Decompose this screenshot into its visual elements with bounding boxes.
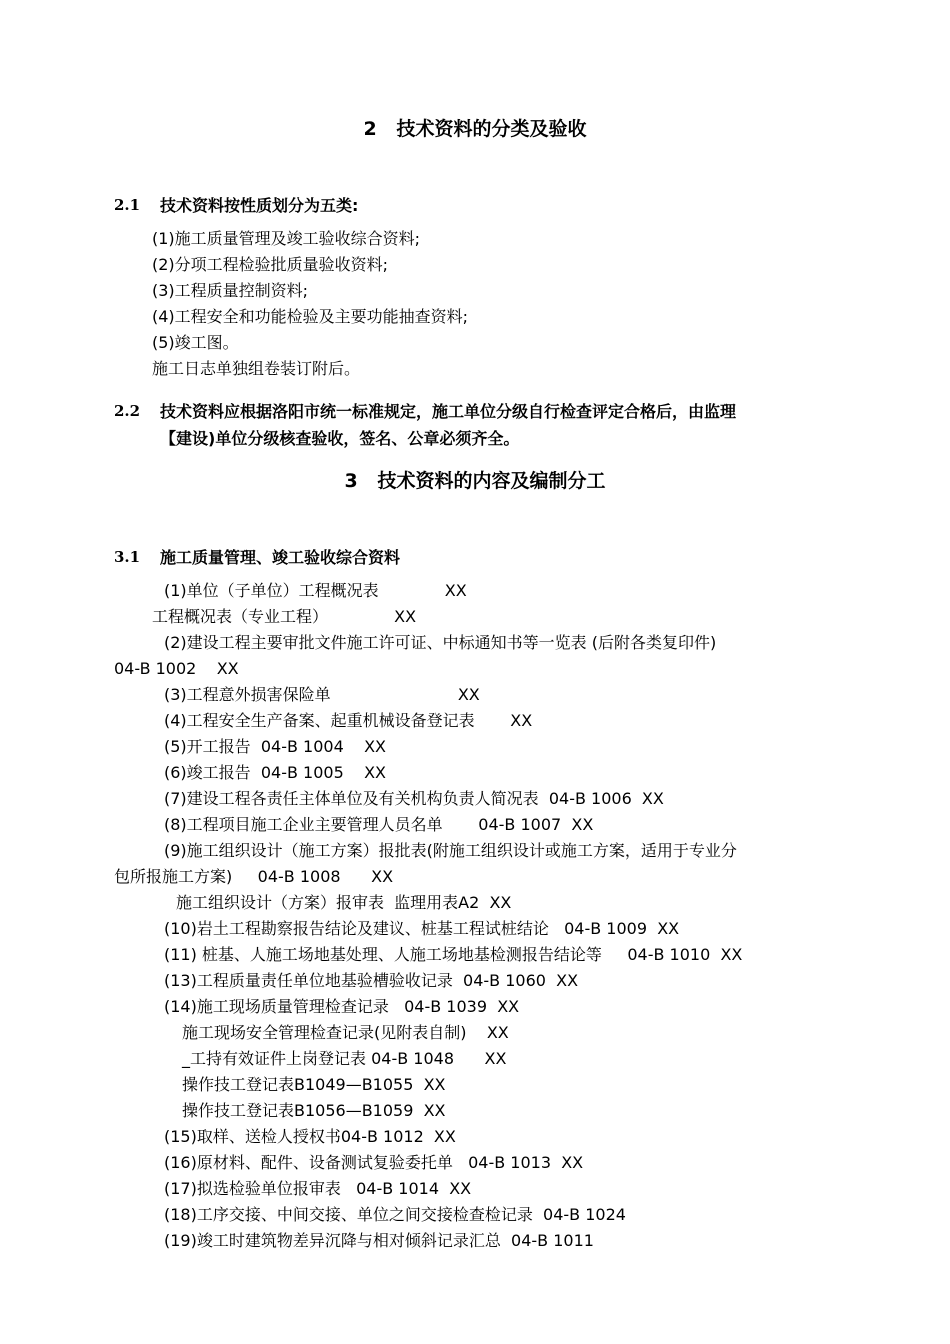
- list-item: (4)工程安全和功能检验及主要功能抽查资料;: [152, 307, 469, 326]
- content-line: (1)单位（子单位）工程概况表 XX: [164, 581, 467, 600]
- content-line: (16)原材料、配件、设备测试复验委托单 04-B 1013 XX: [164, 1153, 584, 1172]
- subsection-text-line: 【建设)单位分级核查验收，签名、公章必须齐全。: [160, 429, 520, 448]
- content-line: 包所报施工方案) 04-B 1008 XX: [114, 867, 394, 886]
- content-line: (18)工序交接、中间交接、单位之间交接检查检记录 04-B 1024: [164, 1205, 626, 1224]
- content-line: (10)岩土工程勘察报告结论及建议、桩基工程试桩结论 04-B 1009 XX: [164, 919, 680, 938]
- list-item: (3)工程质量控制资料;: [152, 281, 309, 300]
- content-line: (15)取样、送检人授权书04-B 1012 XX: [164, 1127, 456, 1146]
- subsection-number: 3.1: [114, 548, 141, 566]
- content-line: 操作技工登记表B1049—B1055 XX: [182, 1075, 446, 1094]
- subsection-number: 2.1: [114, 196, 141, 214]
- content-line: 操作技工登记表B1056—B1059 XX: [182, 1101, 446, 1120]
- list-item: (5)竣工图。: [152, 333, 239, 352]
- subsection-title: 施工质量管理、竣工验收综合资料: [160, 548, 401, 567]
- content-line: (9)施工组织设计（施工方案）报批表(附施工组织设计或施工方案，适用于专业分: [164, 841, 737, 860]
- subsection-number: 2.2: [114, 402, 141, 420]
- list-item: (1)施工质量管理及竣工验收综合资料;: [152, 229, 421, 248]
- content-line: (3)工程意外损害保险单 XX: [164, 685, 480, 704]
- content-line: (19)竣工时建筑物差异沉降与相对倾斜记录汇总 04-B 1011: [164, 1231, 594, 1250]
- list-item: 施工日志单独组卷装订附后。: [152, 359, 361, 378]
- section-2-title: 2 技术资料的分类及验收: [363, 118, 587, 140]
- content-line: (4)工程安全生产备案、起重机械设备登记表 XX: [164, 711, 533, 730]
- content-line: (17)拟选检验单位报审表 04-B 1014 XX: [164, 1179, 472, 1198]
- section-3-title: 3 技术资料的内容及编制分工: [344, 470, 606, 492]
- content-line: (11) 桩基、人施工场地基处理、人施工场地基检测报告结论等 04-B 1010 XX: [164, 945, 743, 964]
- content-line: (2)建设工程主要审批文件施工许可证、中标通知书等一览表 (后附各类复印件): [164, 633, 717, 652]
- content-line: (13)工程质量责任单位地基验槽验收记录 04-B 1060 XX: [164, 971, 579, 990]
- content-line: (14)施工现场质量管理检查记录 04-B 1039 XX: [164, 997, 520, 1016]
- subsection-text-line: 技术资料应根据洛阳市统一标准规定，施工单位分级自行检查评定合格后，由监理: [160, 402, 737, 421]
- list-item: (2)分项工程检验批质量验收资料;: [152, 255, 389, 274]
- content-line: 工程概况表（专业工程） XX: [152, 607, 417, 626]
- content-line: (5)开工报告 04-B 1004 XX: [164, 737, 387, 756]
- subsection-title: 技术资料按性质划分为五类:: [160, 196, 359, 215]
- content-line: 施工组织设计（方案）报审表 监理用表A2 XX: [176, 893, 512, 912]
- content-line: _工持有效证件上岗登记表 04-B 1048 XX: [182, 1049, 507, 1068]
- content-line: (7)建设工程各责任主体单位及有关机构负责人简况表 04-B 1006 XX: [164, 789, 664, 808]
- content-line: (6)竣工报告 04-B 1005 XX: [164, 763, 387, 782]
- content-line: (8)工程项目施工企业主要管理人员名单 04-B 1007 XX: [164, 815, 594, 834]
- content-line: 04-B 1002 XX: [114, 659, 239, 678]
- content-line: 施工现场安全管理检查记录(见附表自制) XX: [182, 1023, 509, 1042]
